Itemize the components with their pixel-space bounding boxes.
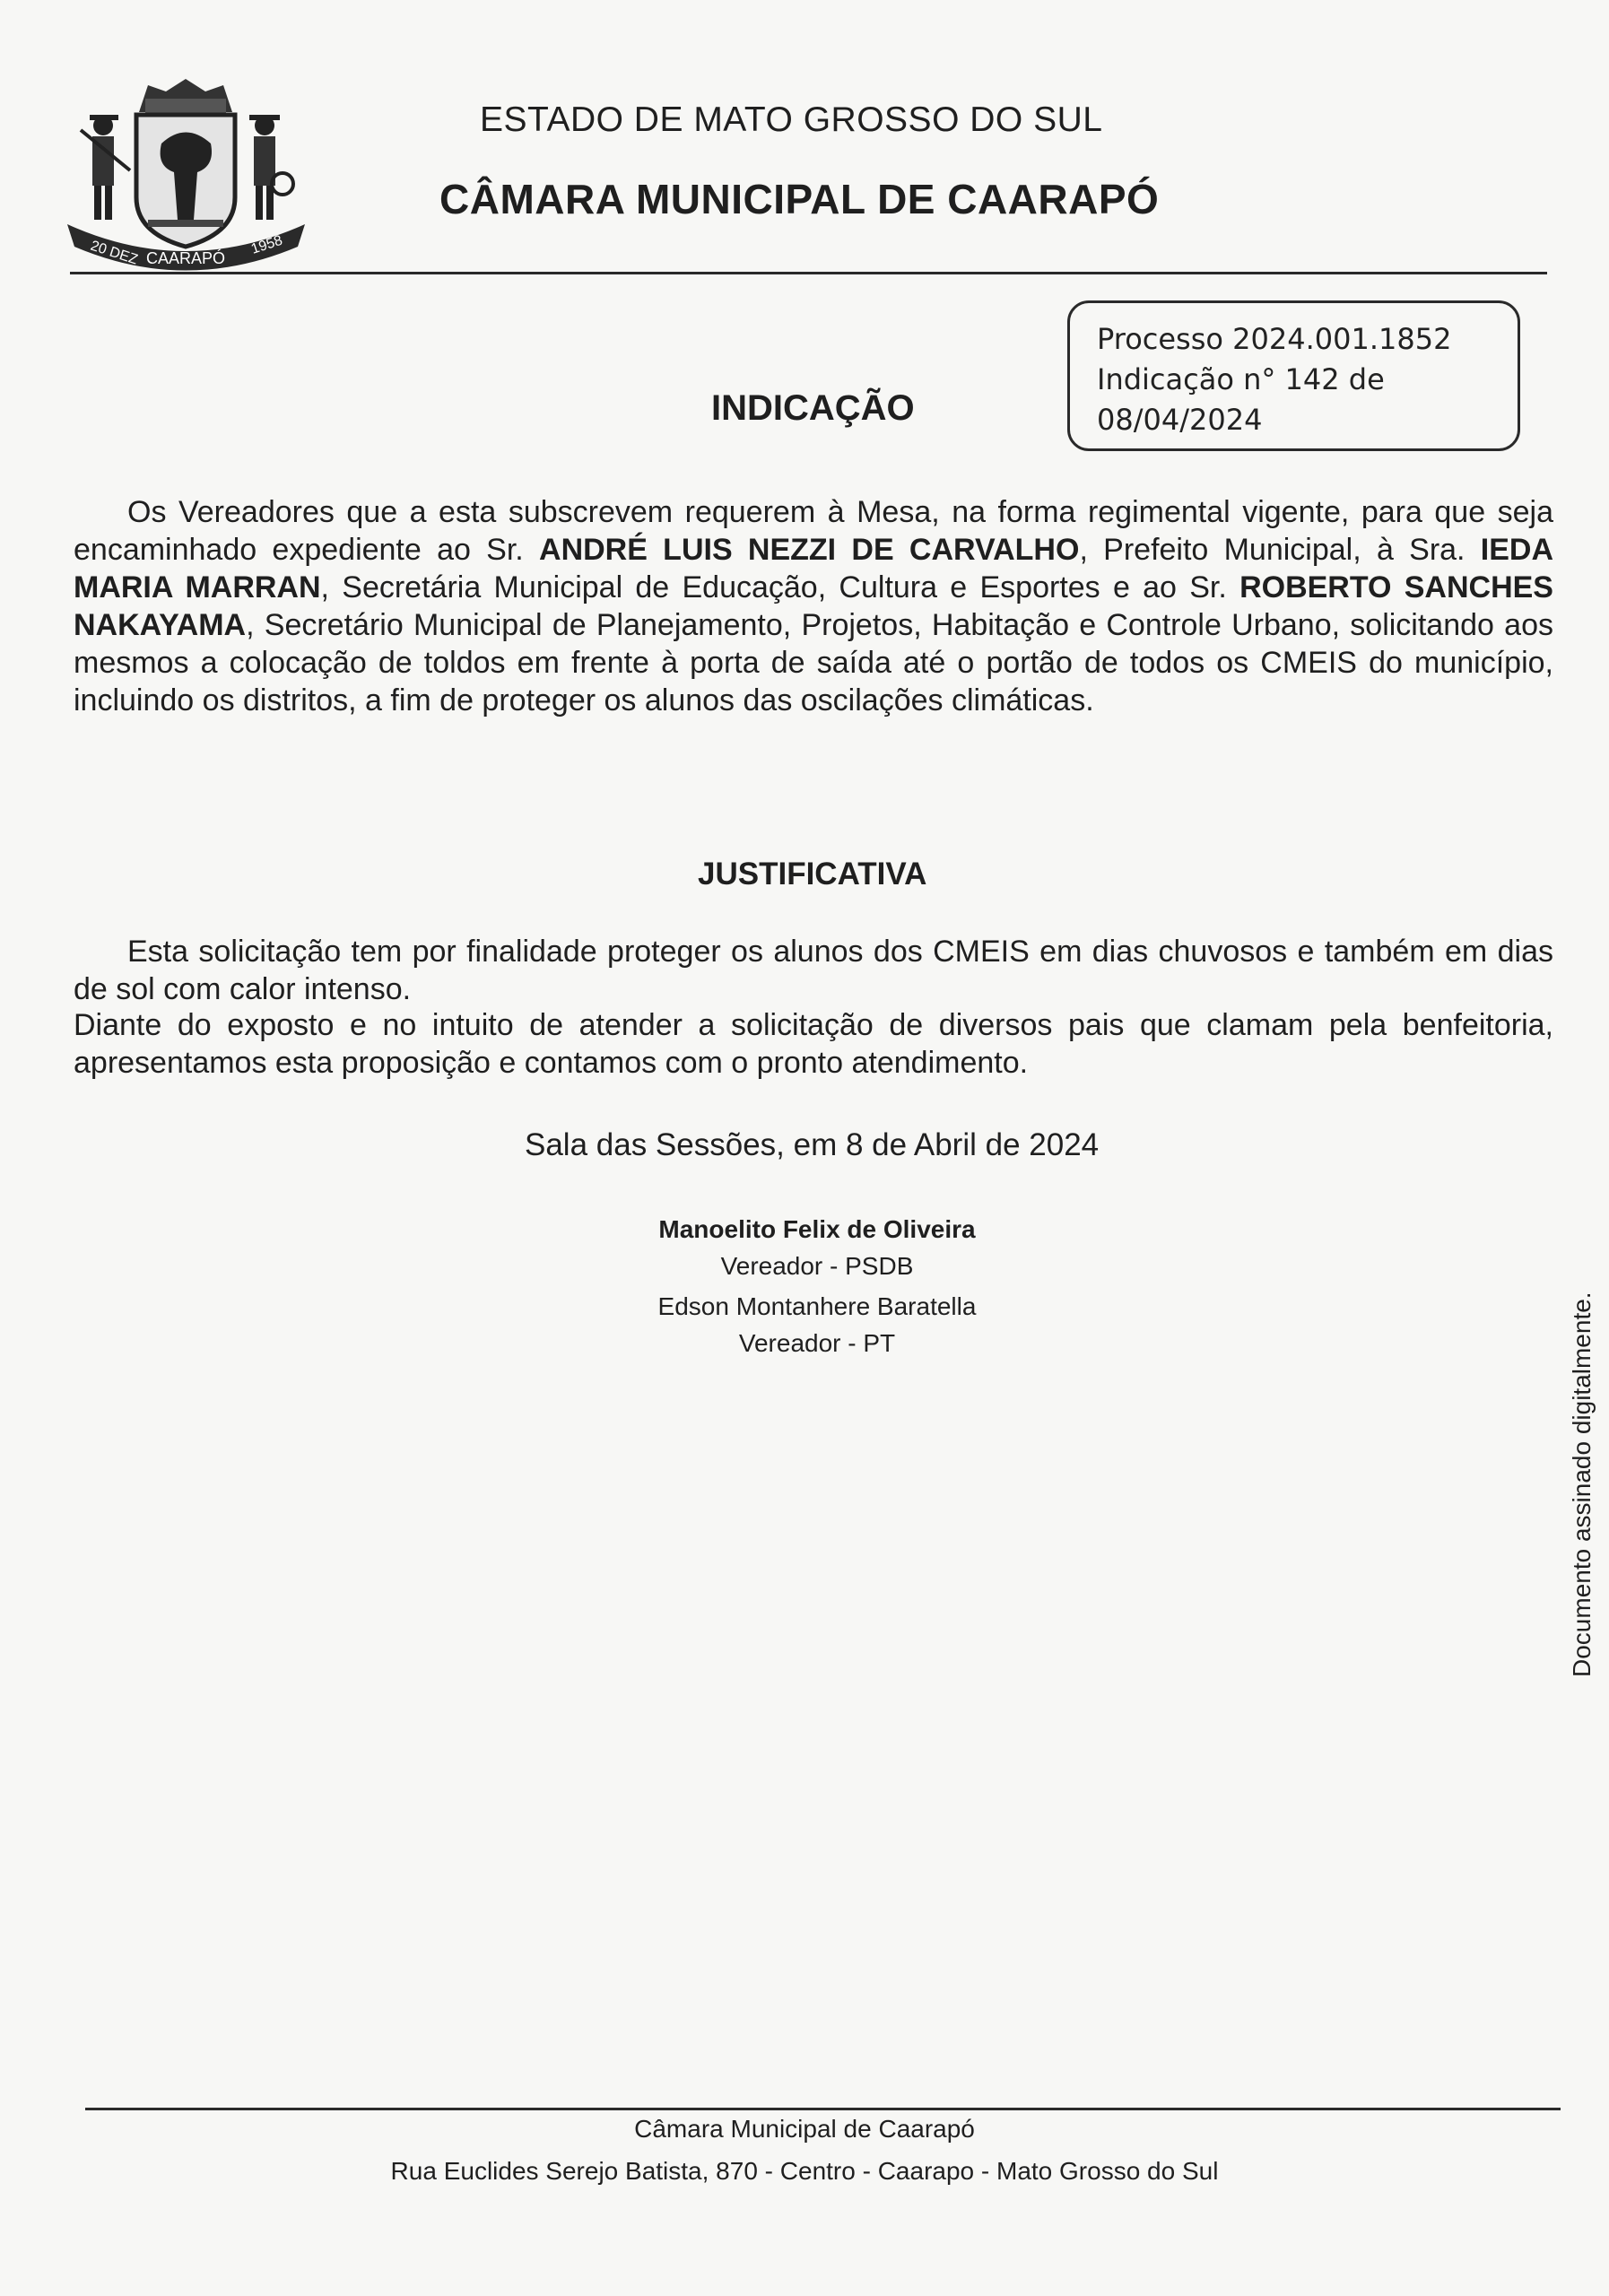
paragraph-text: Os Vereadores que a esta subscrevem requerem à Mesa, na forma regimental vigente, para que seja encaminhado expediente ao Sr. bbox=[74, 495, 1553, 567]
document-title: INDICAÇÃO bbox=[711, 388, 915, 428]
municipal-crest-logo bbox=[63, 72, 309, 274]
process-stamp-box bbox=[1067, 300, 1520, 451]
process-number: Processo 2024.001.1852 bbox=[1097, 322, 1452, 356]
crest-ribbon-right: 1958 bbox=[248, 232, 285, 257]
paragraph-text: , Prefeito Municipal, à Sra. bbox=[1079, 533, 1481, 567]
signatory-name-2: Edson Montanhere Baratella bbox=[657, 1292, 977, 1320]
indication-number: Indicação n° 142 de bbox=[1097, 362, 1385, 396]
crest-ribbon-center: CAARAPÓ bbox=[145, 249, 226, 267]
paragraph-text: , Secretária Municipal de Educação, Cultura e Esportes e ao Sr. bbox=[320, 570, 1240, 604]
justification-paragraph-1 bbox=[74, 933, 1553, 1008]
addressee-planning-secretary: ROBERTO SANCHES NAKAYAMA bbox=[74, 570, 1553, 642]
signatory-role-1: Vereador - PSDB bbox=[720, 1252, 914, 1280]
footer-address: Rua Euclides Serejo Batista, 870 - Centro - Caarapo - Mato Grosso do Sul bbox=[390, 2157, 1219, 2185]
indication-date: 08/04/2024 bbox=[1097, 403, 1263, 437]
chamber-heading: CÂMARA MUNICIPAL DE CAARAPÓ bbox=[439, 176, 1160, 222]
paragraph-text: , Secretário Municipal de Planejamento, Projetos, Habitação e Controle Urbano, solicitando aos mesmos a colocação de toldos em frente à porta de saída até o portão de todos os CMEIS do município, incluindo os distritos, a fim de proteger os alunos das oscilações climáticas. bbox=[74, 608, 1553, 718]
state-heading: ESTADO DE MATO GROSSO DO SUL bbox=[480, 100, 1103, 139]
crest-ribbon-left: 20 DEZ bbox=[88, 238, 140, 268]
footer-divider bbox=[85, 2108, 1561, 2110]
request-paragraph bbox=[74, 493, 1553, 719]
session-date-line: Sala das Sessões, em 8 de Abril de 2024 bbox=[525, 1127, 1100, 1162]
justification-heading: JUSTIFICATIVA bbox=[698, 857, 927, 891]
digital-signature-note: Documento assinado digitalmente. bbox=[1568, 1292, 1596, 1677]
addressee-mayor: ANDRÉ LUIS NEZZI DE CARVALHO bbox=[539, 533, 1080, 567]
addressee-education-secretary: IEDA MARIA MARRAN bbox=[74, 533, 1554, 604]
justification-paragraph-2 bbox=[74, 1006, 1553, 1082]
header-divider bbox=[70, 272, 1547, 274]
footer-chamber-name: Câmara Municipal de Caarapó bbox=[634, 2115, 975, 2143]
paragraph-text: Esta solicitação tem por finalidade proteger os alunos dos CMEIS em dias chuvosos e também em dias de sol com calor intenso. bbox=[74, 935, 1553, 1006]
signatory-role-2: Vereador - PT bbox=[738, 1329, 896, 1357]
signatory-name-1: Manoelito Felix de Oliveira bbox=[658, 1215, 976, 1243]
paragraph-text: Diante do exposto e no intuito de atender a solicitação de diversos pais que clamam pela benfeitoria, apresentamos esta proposição e contamos com o pronto atendimento. bbox=[74, 1008, 1553, 1080]
